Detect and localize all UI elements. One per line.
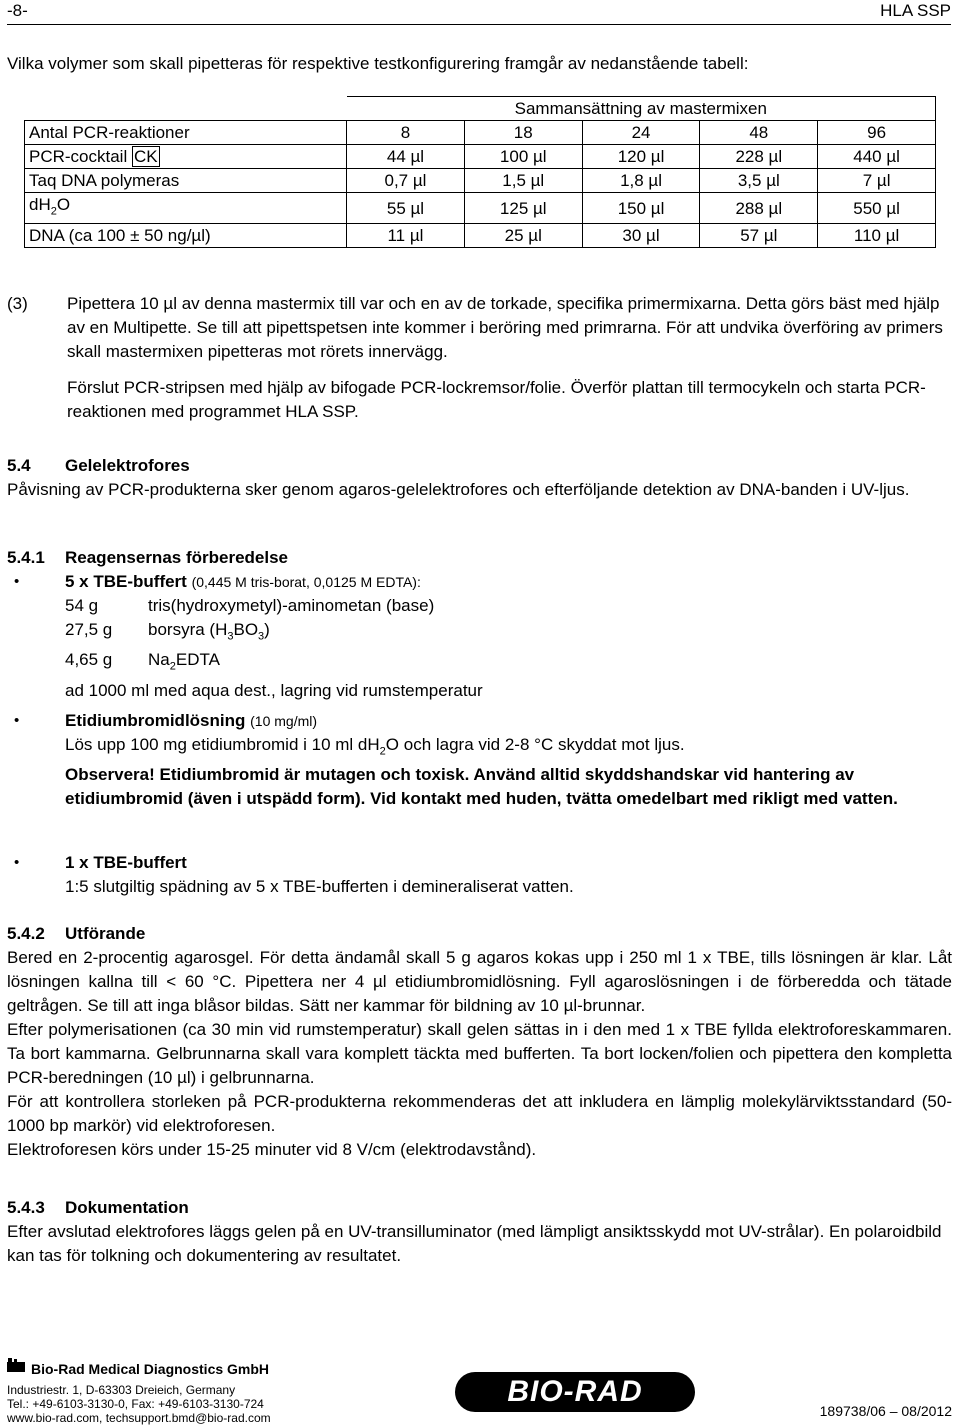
company-address: Industriestr. 1, D-63303 Dreieich, Germany	[7, 1383, 236, 1397]
company-web: www.bio-rad.com, techsupport.bmd@bio-rad.com	[7, 1411, 271, 1425]
intro-text: Vilka volymer som skall pipetteras för respektive testkonfigurering framgår av nedanstående tabell:	[7, 54, 749, 73]
mastermix-table	[24, 96, 936, 248]
section-heading: 5.4 Gelelektrofores	[7, 456, 190, 475]
table-row: DNA (ca 100 ± 50 ng/µl) 11 µl 25 µl 30 µl 57 µl 110 µl	[25, 224, 936, 248]
section-heading: 5.4.2 Utförande	[7, 924, 146, 943]
section-5-4-3: 5.4.3 Dokumentation Efter avslutad elektrofores läggs gelen på en UV-transilluminator (med lämpligt ansiktsskydd mot UV-strålar). En polaroidbild kan tas för tolkning och dokumentering av resultatet.	[7, 1196, 952, 1268]
bullet-icon: •	[14, 573, 20, 590]
section-5-4	[7, 454, 952, 502]
step-number: (3)	[7, 294, 28, 313]
tbe1-block: 1 x TBE-buffert 1:5 slutgiltig spädning av 5 x TBE-bufferten i demineraliserat vatten.	[65, 853, 574, 896]
warning-text: Observera! Etidiumbromid är mutagen och toxisk. Använd alltid skyddshandskar vid hantering av etidiumbromid (även i utspädd form). Vid kontakt med huden, tvätta omedelbart med rikligt med vatten.	[65, 765, 898, 809]
tbe5-block: 5 x TBE-buffert (0,445 M tris-borat, 0,0125 M EDTA): 54 g tris(hydroxymetyl)-aminometan (base) 27,5 g borsyra $(H_3BO_3)$ 4,65 g $Na_2EDTA$ ad 1000 ml med aqua dest., lagring vid rumstemperatur	[65, 572, 483, 700]
table-row: Taq DNA polymeras 0,7 µl 1,5 µl 1,8 µl 3,5 µl 7 µl	[25, 169, 936, 193]
company-phone: Tel.: +49-6103-3130-0, Fax: +49-6103-3130-724	[7, 1397, 264, 1411]
section-5-4-2: 5.4.2 Utförande Bered en 2-procentig agarosgel. För detta ändamål skall 5 g agaros kokas upp i 250 ml 1 x TBE, tills lösningen är klar. Låt lösningen kallna till < 60 °C. Pipettera ner 4 µl etidiumbromidlösning. Fyll agaroslösningen i de förberedda och tätade geltrågen. Se till att inga blåsor bildas. Sätt ner kammar för bildning av 10 µl-brunnar. Efter polymerisationen (ca 30 min vid rumstemperatur) skall gelen sättas in i den med 1 x TBE fyllda elektroforeskammaren. Ta bort kammarna. Gelbrunnarna skall vara komplett täckta med bufferten. Ta bort locken/folien och pipettera den kompletta PCR-beredningen (10 µl) i gelbrunnarna. För att kontrollera storleken på PCR-produkterna rekommenderas det att inkludera en lämplig molekylärviktsstandard (50-1000 bp markör) vid elektroforesen. Elektroforesen körs under 15-25 minuter vid 8 V/cm (elektrodavstånd).	[7, 924, 952, 1159]
page-footer	[7, 1358, 952, 1427]
table-row: Antal PCR-reaktioner 8 18 24 48 96	[25, 121, 936, 145]
document-number: 189738/06 – 08/2012	[819, 1403, 952, 1419]
bullet-icon: •	[14, 854, 20, 871]
step-3-text-2: Förslut PCR-stripsen med hjälp av bifogade PCR-lockremsor/folie. Överför plattan till termocykeln och starta PCR-reaktionen med programmet HLA SSP.	[67, 378, 926, 421]
factory-logo-icon	[7, 1358, 25, 1372]
table-caption: Sammansättning av mastermixen	[347, 97, 936, 121]
section-heading: 5.4.3 Dokumentation	[7, 1198, 189, 1217]
section-heading: 5.4.1 Reagensernas förberedelse	[7, 548, 288, 567]
company-name: Bio-Rad Medical Diagnostics GmbH	[31, 1361, 270, 1377]
etbr-block: Etidiumbromidlösning (10 mg/ml) Lös upp 100 mg etidiumbromid i 10 ml $dH_2O$ och lagra vid 2-8 °C skyddat mot ljus. Observera! Etidiumbromid är mutagen och toxisk. Använd alltid skyddshandskar vid hantering av etidiumbromid (även i utspädd form). Vid kontakt med huden, tvätta omedelbart med rikligt med vatten.	[65, 709, 952, 811]
section-5-4-1	[7, 546, 952, 570]
product-name: HLA SSP	[880, 1, 951, 20]
table-row: PCR-cocktail CK 44 µl 100 µl 120 µl 228 µl 440 µl	[25, 145, 936, 169]
page-header	[7, 0, 951, 25]
biorad-logo: BIO-RAD	[455, 1372, 695, 1412]
step-3-text: Pipettera 10 µl av denna mastermix till var och en av de torkade, specifika primermixarna. Detta görs bäst med hjälp av en Multipette. Se till att pipettspetsen inte kommer i beröring med primrarna. För att undvika överföring av primers skall mastermixen pipetteras mot rörets innervägg.	[67, 294, 943, 361]
bullet-icon: •	[14, 712, 20, 729]
table-row: $dH_2O$ 55 µl 125 µl 150 µl 288 µl 550 µl	[25, 193, 936, 224]
page-number: -8-	[7, 1, 28, 20]
ck-box: CK	[133, 147, 158, 166]
section-text: Påvisning av PCR-produkterna sker genom agaros-gelelektrofores och efterföljande detektion av DNA-banden i UV-ljus.	[7, 480, 910, 499]
